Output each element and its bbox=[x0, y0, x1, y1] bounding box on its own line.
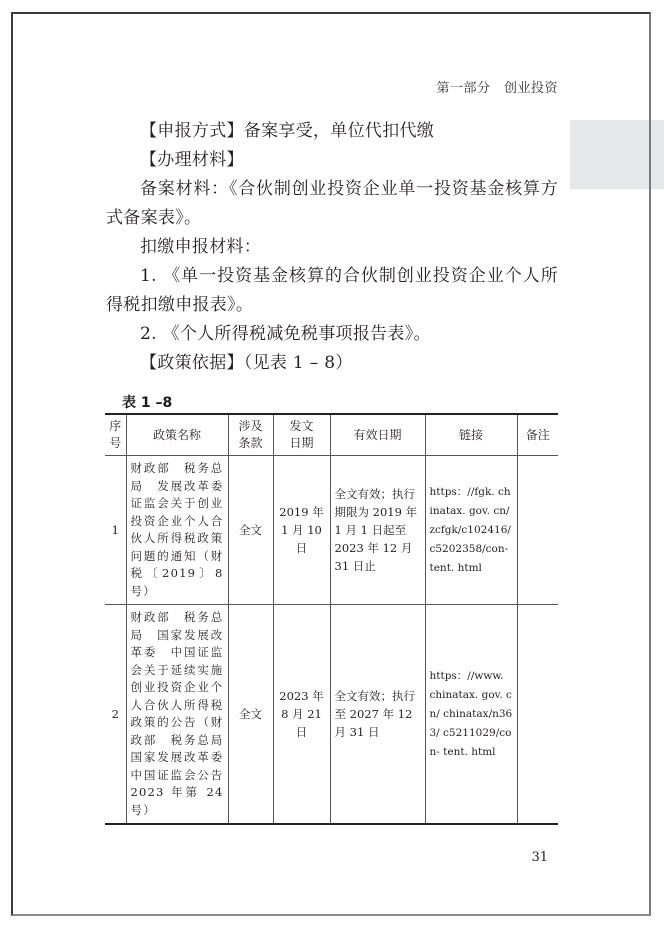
paragraph-withholding-heading: 扣缴申报材料： bbox=[140, 237, 262, 257]
header-note: 备注 bbox=[517, 414, 558, 456]
cell-no: 1 bbox=[105, 456, 126, 605]
cell-clause: 全文 bbox=[228, 456, 273, 605]
paragraph-policy-basis: 【政策依据】（见表 1 – 8） bbox=[140, 353, 353, 373]
cell-valid-date: 全文有效；执行至 2027 年 12 月 31 日 bbox=[330, 605, 425, 825]
header-issue-date: 发文日期 bbox=[273, 414, 330, 456]
paragraph-filing-materials: 备案材料：《合伙制创业投资企业单一投资基金核算方式备案表》。 bbox=[106, 179, 558, 228]
cell-no: 2 bbox=[105, 605, 126, 825]
header-policy-name: 政策名称 bbox=[126, 414, 228, 456]
header-link: 链接 bbox=[425, 414, 517, 456]
table-caption: 表 1 –8 bbox=[122, 395, 173, 411]
paragraph-filing-method: 【申报方式】备案享受，单位代扣代缴 bbox=[140, 121, 435, 141]
header-no: 序号 bbox=[105, 414, 126, 456]
body-text bbox=[106, 117, 558, 378]
page-number: 31 bbox=[531, 850, 548, 865]
table-row bbox=[105, 456, 558, 605]
cell-link[interactable]: https：//www. chinatax. gov. cn/ chinatax/n363/ c5211029/con- tent. html bbox=[425, 605, 517, 825]
paragraph-materials-heading: 【办理材料】 bbox=[140, 150, 244, 170]
paragraph-item-2: 2. 《个人所得税减免税事项报告表》。 bbox=[140, 324, 431, 344]
cell-note bbox=[517, 605, 558, 825]
cell-issue-date: 2019 年 1 月 10 日 bbox=[273, 456, 330, 605]
cell-link[interactable]: https：//fgk. chinatax. gov. cn/ zcfgk/c102416/ c5202358/con- tent. html bbox=[425, 456, 517, 605]
cell-issue-date: 2023 年 8 月 21 日 bbox=[273, 605, 330, 825]
cell-policy-name: 财政部 税务总局 国家发展改革委 中国证监会关于延续实施创业投资企业个人合伙人所得税政策的公告（财政部 税务总局 国家发展改革委 中国证监会公告 2023 年第 24 号） bbox=[126, 605, 228, 825]
paragraph-item-1: 1. 《单一投资基金核算的合伙制创业投资企业个人所得税扣缴申报表》。 bbox=[106, 266, 558, 315]
section-thumb-tab bbox=[570, 120, 664, 189]
cell-note bbox=[517, 456, 558, 605]
table-header-row bbox=[105, 414, 558, 456]
header-valid-date: 有效日期 bbox=[330, 414, 425, 456]
running-head: 第一部分 创业投资 bbox=[436, 81, 558, 96]
policy-table bbox=[105, 413, 558, 825]
header-clause: 涉及条款 bbox=[228, 414, 273, 456]
cell-clause: 全文 bbox=[228, 605, 273, 825]
cell-policy-name: 财政部 税务总局 发展改革委 证监会关于创业投资企业个人合伙人所得税政策问题的通知（财税〔2019〕8号） bbox=[126, 456, 228, 605]
cell-valid-date: 全文有效；执行期限为 2019 年 1 月 1 日起至 2023 年 12 月 31 日止 bbox=[330, 456, 425, 605]
table-row bbox=[105, 605, 558, 825]
